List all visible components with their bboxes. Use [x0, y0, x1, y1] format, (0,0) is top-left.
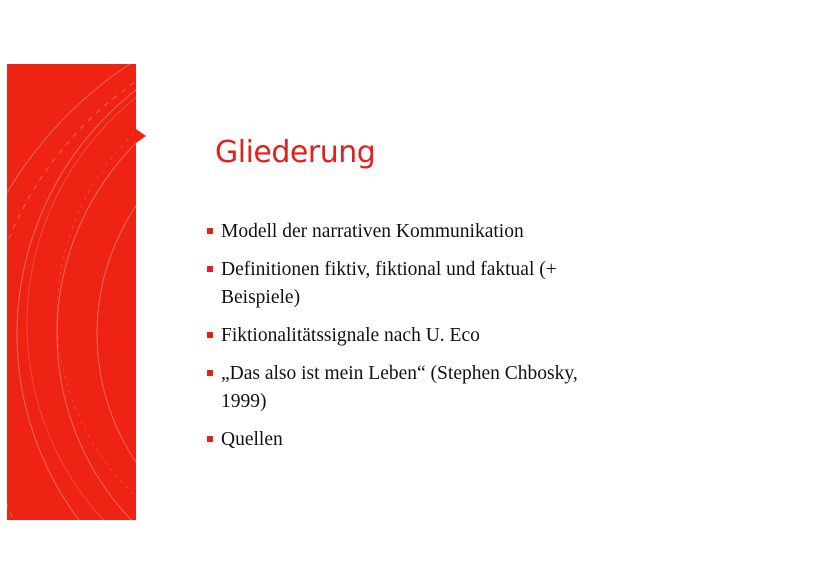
bullet-list [207, 218, 627, 464]
band-arrow-icon [136, 129, 146, 143]
red-square-bullet-icon [207, 370, 213, 376]
red-square-bullet-icon [207, 228, 213, 234]
bullet-text: Modell der narrativen Kommunikation [221, 221, 524, 242]
red-square-bullet-icon [207, 332, 213, 338]
list-item [207, 256, 627, 312]
bullet-text: Definitionen fiktiv, fiktional und faktual (+ Beispiele) [221, 259, 557, 308]
bullet-text: Fiktionalitätssignale nach U. Eco [221, 325, 480, 346]
list-item [207, 360, 627, 416]
red-square-bullet-icon [207, 266, 213, 272]
concentric-arcs-graphic [7, 64, 136, 520]
bullet-text: „Das also ist mein Leben“ (Stephen Chbosky, 1999) [221, 363, 578, 412]
list-item [207, 322, 627, 350]
list-item [207, 218, 627, 246]
slide-title: Gliederung [215, 135, 376, 170]
decorative-side-band [7, 64, 136, 520]
bullet-text: Quellen [221, 429, 283, 450]
list-item [207, 426, 627, 454]
red-square-bullet-icon [207, 436, 213, 442]
